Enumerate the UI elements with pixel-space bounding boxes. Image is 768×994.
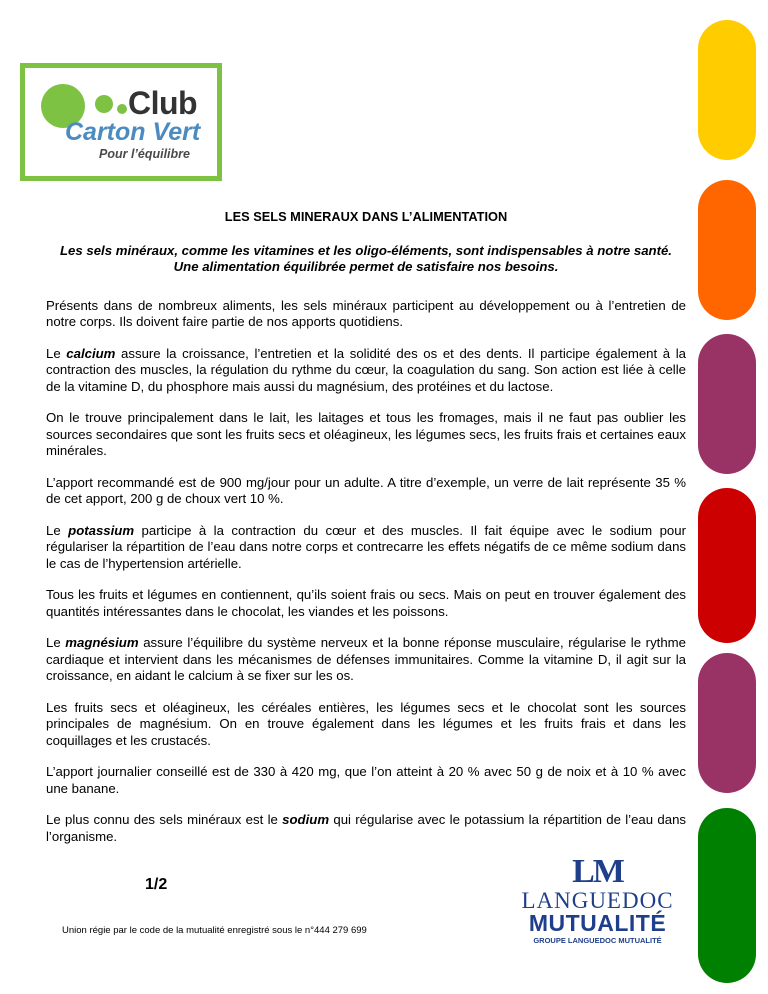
term-sodium: sodium (282, 812, 330, 827)
logo-dot-medium (95, 95, 113, 113)
paragraph-potassium: Le potassium participe à la contraction du cœur et des muscles. Il fait équipe avec le sodium pour régulariser la répartition de l’eau dans notre corps et contrecarre les effets négatifs de ce même sodium dans le cas de l’hypertension artérielle. (46, 522, 686, 571)
logo-dot-small (117, 104, 127, 114)
decor-bar-purple (698, 334, 756, 474)
decor-bar-purple-2 (698, 653, 756, 793)
decor-bar-green (698, 808, 756, 983)
footer-legal-text: Union régie par le code de la mutualité enregistré sous le n°444 279 699 (62, 925, 367, 936)
paragraph-calcium: Le calcium assure la croissance, l’entretien et la solidité des os et des dents. Il participe également à la contraction des muscles, la régulation du rythme du cœur, la coagulation du sang. Son action est liée à celle de la vitamine D, du phosphore mais aussi du magnésium, des protéines et du lactose. (46, 345, 686, 394)
document-intro: Les sels minéraux, comme les vitamines et les oligo-éléments, sont indispensables à notre santé. Une alimentation équilibrée permet de satisfaire nos besoins. (60, 242, 672, 274)
lm-monogram: LM (572, 853, 623, 890)
page-number: 1/2 (145, 876, 168, 893)
decor-bar-yellow (698, 20, 756, 160)
term-potassium: potassium (68, 522, 135, 538)
document-body (46, 209, 686, 860)
paragraph-magnesium: Le magnésium assure l’équilibre du système nerveux et la bonne réponse musculaire, régularise le rythme cardiaque et intervient dans les mécanismes de défenses immunitaires. Comme la vitamine D, il agit sur la croissance, en aidant le calcium à se fixer sur les os. (46, 635, 686, 683)
decor-bar-orange (698, 180, 756, 320)
lm-mutualite-text: MUTUALITÉ (528, 910, 667, 936)
logo-carton-vert-text: Carton Vert (65, 118, 201, 146)
paragraph-magnesium-sources: Les fruits secs et oléagineux, les céréales entières, les légumes secs et le chocolat sont les sources principales de magnésium. On en trouve également dans les légumes et les fruits frais et dans les coquillages et les crustacés. (46, 699, 686, 748)
paragraph-calcium-intake: L’apport recommandé est de 900 mg/jour pour un adulte. A titre d’exemple, un verre de lait représente 35 % de cet apport, 200 g de choux vert 10 %. (46, 474, 686, 506)
paragraph-magnesium-intake: L’apport journalier conseillé est de 330 à 420 mg, que l’on atteint à 20 % avec 50 g de noix et à 10 % avec une banane. (46, 764, 686, 796)
document-title: LES SELS MINERAUX DANS L’ALIMENTATION (224, 209, 508, 224)
logo-tagline: Pour l’équilibre (99, 147, 190, 161)
club-carton-vert-logo (20, 63, 222, 181)
paragraph-potassium-sources: Tous les fruits et légumes en contiennent, qu’ils soient frais ou secs. Mais on peut en trouver également des quantités intéressantes dans le chocolat, les viandes et les poissons. (46, 587, 686, 619)
term-calcium: calcium (66, 345, 116, 361)
decor-bar-red (698, 488, 756, 643)
paragraph-calcium-sources: On le trouve principalement dans le lait, les laitages et tous les fromages, mais il ne faut pas oublier les sources secondaires que sont les fruits secs et oléagineux, les légumes secs, les fruits frais et certaines eaux minérales. (46, 410, 686, 458)
paragraph-intro: Présents dans de nombreux aliments, les sels minéraux participent au développement ou à l’entretien de notre corps. Ils doivent faire partie de nos apports quotidiens. (46, 297, 686, 329)
lm-languedoc-text: LANGUEDOC (521, 888, 674, 913)
paragraph-sodium: Le plus connu des sels minéraux est le sodium qui régularise avec le potassium la répartition de l’eau dans l’organisme. (46, 812, 686, 844)
languedoc-mutualite-logo (515, 855, 680, 945)
term-magnesium: magnésium (65, 635, 139, 650)
logo-club-text: Club (128, 85, 198, 121)
lm-group-text: GROUPE LANGUEDOC MUTUALITÉ (533, 936, 662, 945)
